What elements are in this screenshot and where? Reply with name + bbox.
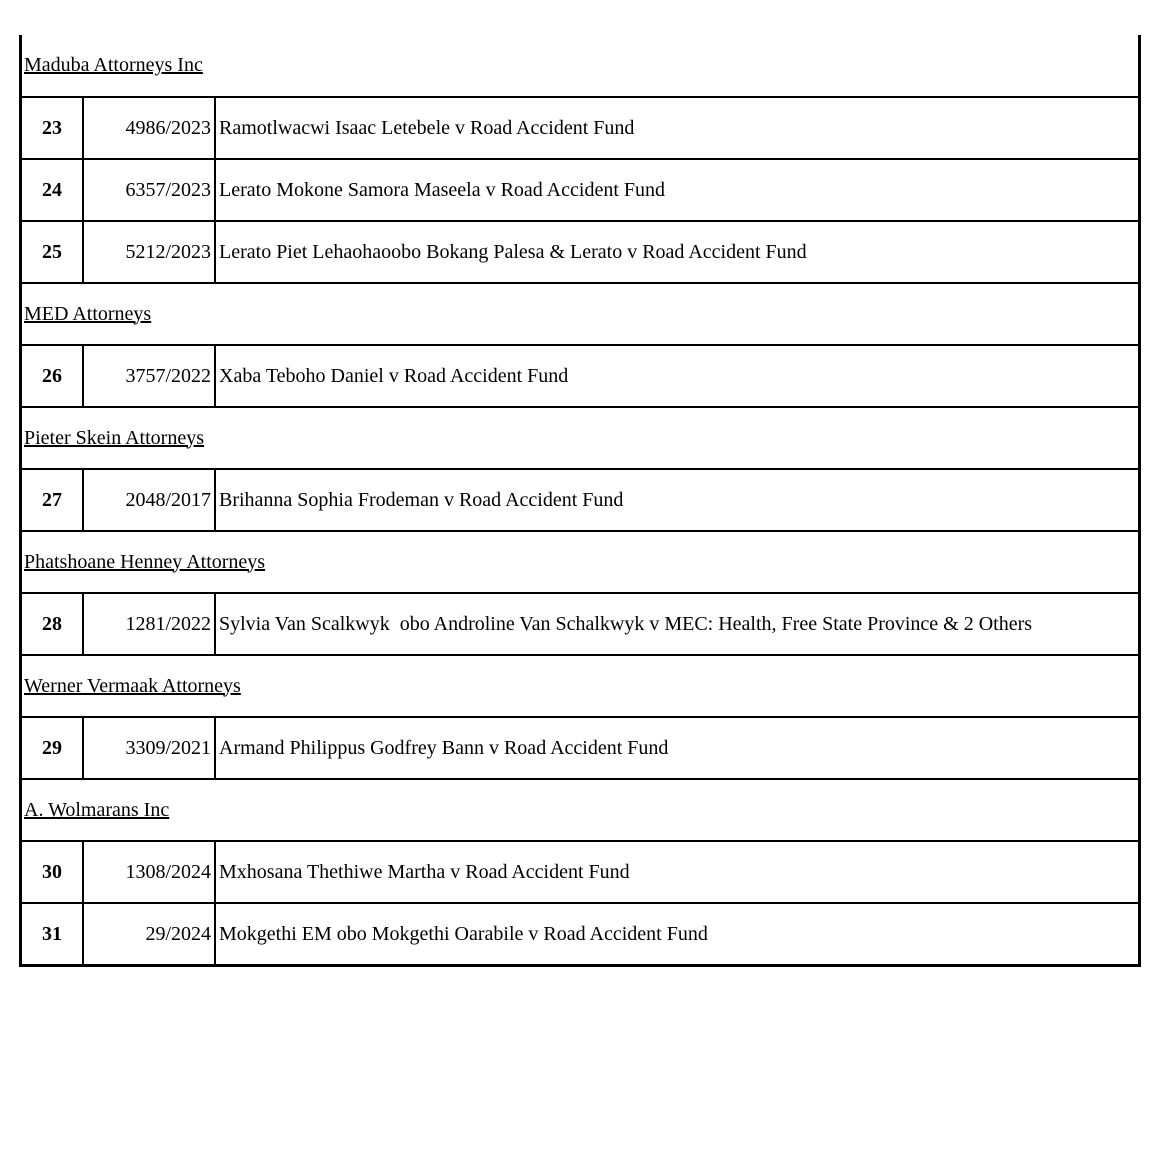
firm-name: MED Attorneys [24,302,152,325]
case-number: 6357/2023 [84,160,216,220]
case-number: 1281/2022 [84,594,216,654]
court-roll-table [19,35,1141,967]
item-number: 29 [22,718,84,778]
firm-name: Maduba Attorneys Inc [24,54,203,76]
case-number: 2048/2017 [84,470,216,530]
item-number: 26 [22,346,84,406]
case-parties: Lerato Piet Lehaohaoobo Bokang Palesa & Lerato v Road Accident Fund [219,240,807,263]
case-number: 1308/2024 [84,842,216,902]
case-parties: Brihanna Sophia Frodeman v Road Accident Fund [219,488,624,511]
firm-row [22,35,1138,96]
firm-row [22,406,1138,468]
item-number: 24 [22,160,84,220]
case-parties: Mxhosana Thethiwe Martha v Road Accident Fund [219,860,630,883]
case-parties: Mokgethi EM obo Mokgethi Oarabile v Road Accident Fund [219,922,708,945]
item-number: 30 [22,842,84,902]
firm-row [22,778,1138,840]
case-row [22,840,1138,902]
case-parties: Armand Philippus Godfrey Bann v Road Accident Fund [219,736,669,759]
case-number: 3309/2021 [84,718,216,778]
case-row [22,96,1138,158]
case-row [22,344,1138,406]
item-number: 27 [22,470,84,530]
item-number: 25 [22,222,84,282]
case-parties: Xaba Teboho Daniel v Road Accident Fund [219,364,569,387]
item-number: 28 [22,594,84,654]
case-row [22,220,1138,282]
case-parties: Sylvia Van Scalkwyk obo Androline Van Schalkwyk v MEC: Health, Free State Province & 2 Others [219,612,1033,635]
firm-row [22,530,1138,592]
firm-row [22,282,1138,344]
firm-name: Phatshoane Henney Attorneys [24,550,266,573]
item-number: 23 [22,98,84,158]
item-number: 31 [22,904,84,964]
case-number: 5212/2023 [84,222,216,282]
case-parties: Lerato Mokone Samora Maseela v Road Accident Fund [219,178,665,201]
case-number: 3757/2022 [84,346,216,406]
firm-name: Pieter Skein Attorneys [24,426,204,449]
case-row [22,592,1138,654]
case-number: 29/2024 [84,904,216,964]
case-row [22,716,1138,778]
firm-name: A. Wolmarans Inc [24,798,170,821]
case-number: 4986/2023 [84,98,216,158]
case-row [22,158,1138,220]
firm-row [22,654,1138,716]
firm-name: Werner Vermaak Attorneys [24,674,241,697]
case-row [22,468,1138,530]
case-parties: Ramotlwacwi Isaac Letebele v Road Accident Fund [219,116,635,139]
case-row [22,902,1138,964]
